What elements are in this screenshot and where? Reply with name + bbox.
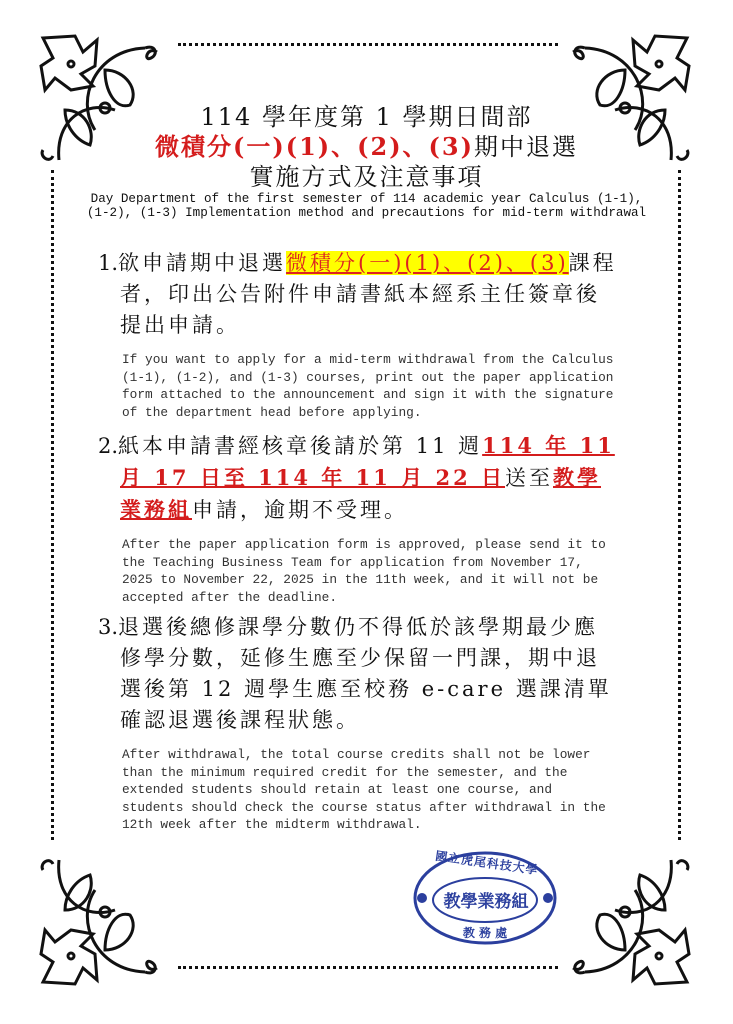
office-name: 教學業務組 xyxy=(120,465,601,522)
title-english-2: (1-2), (1-3) Implementation method and precautions for mid-term withdrawal xyxy=(86,206,647,220)
item-3-chinese xyxy=(98,612,618,736)
item-3-english: After withdrawal, the total course credits shall not be lower than the minimum required credit for the semester, and the extended students should retain at least one course, and students should check the course status after withdrawal in the 12th week after the midterm withdrawal. xyxy=(122,747,606,832)
item-2-text-after: 申請，逾期不受理。 xyxy=(192,498,408,522)
title-line-1: 114 學年度第 1 學期日間部 xyxy=(200,103,533,131)
title-english-1: Day Department of the first semester of 114 academic year Calculus (1-1), xyxy=(90,192,643,206)
item-1-text-before: 欲申請期中退選 xyxy=(118,251,287,275)
title-course-name: 微積分(一)(1)、(2)、(3) xyxy=(155,132,474,161)
list-item-1 xyxy=(98,248,618,421)
list-item-2 xyxy=(98,430,618,606)
item-1-english: If you want to apply for a mid-term withdrawal from the Calculus (1-1), (1-2), and (1-3) courses, print out the paper application form attached to the announcement and sign it with the signature of the department head before applying. xyxy=(122,352,614,420)
border-bottom-dotted xyxy=(178,966,558,969)
item-1-chinese xyxy=(98,248,618,341)
item-2-chinese xyxy=(98,430,618,526)
ornament-bottom-right-icon xyxy=(565,850,695,990)
item-number: 1. xyxy=(98,251,119,275)
highlighted-course-name: 微積分(一)(1)、(2)、(3) xyxy=(286,251,569,275)
title-line-2 xyxy=(60,132,673,162)
stamp-top-text: 國立虎尾科技大學 xyxy=(434,848,540,878)
item-2-text-mid: 送至 xyxy=(505,466,553,490)
item-3-text: 退選後總修課學分數仍不得低於該學期最少應修學分數，延修生應至少保留一門課，期中退選後第 12 週學生應至校務 e-care 選課清單確認退選後課程狀態。 xyxy=(118,615,612,732)
item-2-english: After the paper application form is approved, please send it to the Teaching Business Team for application from November 17, 2025 to November 22, 2025 in the 11th week, and it will not be accepted after the deadline. xyxy=(122,537,606,605)
border-top-dotted xyxy=(178,43,558,46)
stamp-bottom-text: 教 務 處 xyxy=(462,926,508,940)
application-date-range: 114 年 11 月 17 日至 114 年 11 月 22 日 xyxy=(120,433,615,490)
item-1-text-after: 課程者，印出公告附件申請書紙本經系主任簽章後提出申請。 xyxy=(120,251,617,337)
stamp-center-text: 教學業務組 xyxy=(443,892,529,912)
title-line-3: 實施方式及注意事項 xyxy=(249,163,484,191)
title-withdrawal: 期中退選 xyxy=(473,133,578,161)
document-title xyxy=(60,102,673,220)
item-number: 2. xyxy=(98,434,119,458)
border-right-dotted xyxy=(678,170,681,840)
item-2-text-before: 紙本申請書經核章後請於第 11 週 xyxy=(118,434,483,458)
list-item-3 xyxy=(98,612,618,834)
border-left-dotted xyxy=(51,170,54,840)
ornament-bottom-left-icon xyxy=(35,850,165,990)
official-stamp xyxy=(410,848,560,948)
item-number: 3. xyxy=(98,615,119,639)
